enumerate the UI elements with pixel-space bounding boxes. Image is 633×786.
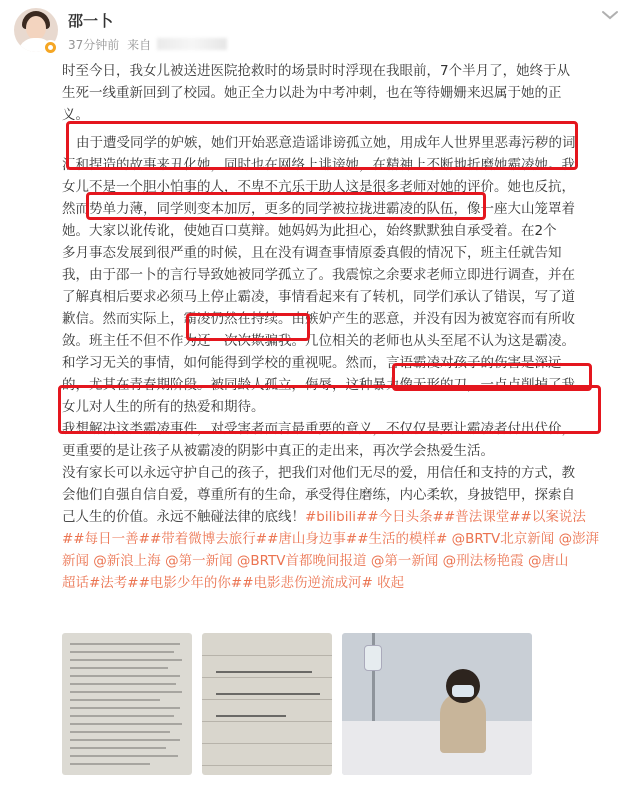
post-line: 汇和捏造的故事来丑化她，同时也在网络上诽谤她，在精神上不断地折磨她霸凌她。我: [62, 157, 575, 173]
avatar-face: [26, 16, 46, 40]
post-line: 她。大家以讹传讹，使她百口莫辩。她妈妈为此担心，始终默默独自承受着。在2个: [62, 223, 557, 239]
doc-text-line: [70, 643, 180, 645]
mention-link[interactable]: @新浪上海: [93, 553, 161, 569]
post-line-text: 己人生的价值。永远不触碰法律的底线！: [62, 509, 305, 525]
collapse-link[interactable]: 收起: [377, 575, 405, 591]
tags-line: [62, 550, 610, 572]
post-line: 多月事态发展到很严重的时候，且在没有调查事情原委真假的情况下，班主任就告知: [62, 245, 562, 261]
doc-text-line: [70, 723, 182, 725]
post-line: 女儿不是一个胆小怕事的人，不卑不亢乐于助人这是很多老师对她的评价。她也反抗，: [62, 179, 575, 195]
topic-link[interactable]: #以案说法: [520, 509, 586, 525]
topic-link[interactable]: #电影悲伤逆流成河#: [242, 575, 373, 591]
post-header: [0, 0, 633, 58]
post-time: 37分钟前: [68, 38, 120, 52]
ruled-line: [202, 677, 332, 678]
mention-link[interactable]: @第一新闻: [370, 553, 439, 569]
topic-link[interactable]: #bilibili#: [305, 509, 368, 525]
doc-text-line: [70, 739, 180, 741]
doc-text-line: [70, 747, 166, 749]
mention-link[interactable]: @BRTV首都晚间报道: [236, 553, 367, 569]
post-line: 我想解决这类霸凌事件，对受害者而言最重要的意义，不仅仅是要让霸凌者付出代价，: [62, 421, 575, 437]
ruled-line: [202, 655, 332, 656]
image-gallery: [62, 633, 610, 775]
doc-text-line: [70, 667, 168, 669]
doc-text-line: [70, 659, 182, 661]
post-line: 时至今日，我女儿被送进医院抢救时的场景时时浮现在我眼前，7个半月了，她终于从: [62, 63, 571, 79]
post-line: 女儿对人生的所有的热爱和期待。: [62, 399, 265, 415]
mention-link[interactable]: @唐山: [527, 553, 569, 569]
post-line: 更重要的是让孩子从被霸凌的阴影中真正的走出来，再次学会热爱生活。: [62, 443, 494, 459]
post-line-text: 由于遭受同学的妒嫉，她们开始恶意造谣诽谤孤立她，用成年人世界里恶毒污秽的词: [76, 135, 576, 151]
topic-link[interactable]: #法考#: [89, 575, 139, 591]
mention-link[interactable]: 新闻: [62, 553, 89, 569]
mention-link[interactable]: @BRTV北京新闻: [451, 531, 555, 547]
mention-link[interactable]: @澎湃: [558, 531, 600, 547]
doc-text-line: [70, 651, 174, 653]
chevron-down-icon[interactable]: [600, 8, 620, 22]
tags-line: [62, 528, 610, 550]
topic-link[interactable]: #生活的模样#: [357, 531, 448, 547]
handwriting-stroke: [216, 693, 320, 695]
post-body: [62, 60, 610, 594]
doc-text-line: [70, 755, 178, 757]
username[interactable]: 邵一卜: [68, 12, 114, 30]
handwriting-stroke: [216, 671, 312, 673]
source-prefix: 来自: [127, 38, 152, 52]
topic-link[interactable]: #今日头条#: [367, 509, 444, 525]
ruled-line: [202, 765, 332, 766]
hospital-photo[interactable]: [342, 633, 532, 775]
face-mask: [452, 685, 474, 697]
vip-badge-icon: [43, 40, 58, 55]
topic-link[interactable]: 超话: [62, 575, 89, 591]
document-photo-1[interactable]: [62, 633, 192, 775]
doc-text-line: [70, 731, 170, 733]
topic-link[interactable]: #带着微博去旅行#: [149, 531, 268, 547]
tags-line: [62, 572, 610, 594]
post-line: 歉信。然而实际上，霸凌仍然在持续。由嫉妒产生的恶意，并没有因为被宽容而有所收: [62, 311, 575, 327]
hospital-bed: [342, 721, 532, 775]
ruled-line: [202, 721, 332, 722]
post-meta: [68, 36, 227, 53]
post-line: 敛。班主任不但不作为还一次次欺骗我。几位相关的老师也从头至尾不认为这是霸凌。: [62, 333, 575, 349]
post-line: 我，由于邵一卜的言行导致她被同学孤立了。我震惊之余要求老师立即进行调查，并在: [62, 267, 575, 283]
doc-text-line: [70, 691, 182, 693]
iv-bag: [364, 645, 382, 671]
doc-text-line: [70, 763, 150, 765]
mention-link[interactable]: @刑法杨艳霞: [442, 553, 524, 569]
post-line: 和学习无关的事情，如何能得到学校的重视呢。然而，言语霸凌对孩子的伤害是深远: [62, 355, 562, 371]
post-line: 生死一线重新回到了校园。她正全力以赴为中考冲刺，也在等待姗姗来迟属于她的正: [62, 85, 562, 101]
post-line: 没有家长可以永远守护自己的孩子，把我们对他们无尽的爱，用信任和支持的方式，教: [62, 465, 575, 481]
handwritten-letter-photo[interactable]: [202, 633, 332, 775]
doc-text-line: [70, 715, 174, 717]
ruled-line: [202, 743, 332, 744]
topic-link[interactable]: #普法课堂#: [443, 509, 521, 525]
topic-link[interactable]: ##每日一善#: [62, 531, 150, 547]
doc-text-line: [70, 675, 180, 677]
blurred-source: [157, 38, 227, 50]
post-line: 然而势单力薄，同学则变本加厉，更多的同学被拉拢进霸凌的队伍，像一座大山笼罩着: [62, 201, 575, 217]
mention-link[interactable]: @第一新闻: [165, 553, 233, 569]
topic-link[interactable]: #唐山身边事#: [267, 531, 358, 547]
doc-text-line: [70, 683, 176, 685]
post-line: 会他们自强自信自爱，尊重所有的生命，承受得住磨练，内心柔软，身披铠甲，探索自: [62, 487, 575, 503]
post-line: 了解真相后要求必须马上停止霸凌，事情看起来有了转机，同学们承认了错误，写了道: [62, 289, 575, 305]
doc-text-line: [70, 699, 160, 701]
post-line: [62, 132, 610, 154]
doc-text-line: [70, 707, 180, 709]
post-line: [62, 506, 610, 528]
ruled-line: [202, 699, 332, 700]
handwriting-stroke: [216, 715, 286, 717]
post-line: 的，尤其在青春期阶段。被同龄人孤立，侮辱，这种暴力像无形的刀，一点点削掉了我: [62, 377, 575, 393]
topic-link[interactable]: #电影少年的你#: [138, 575, 243, 591]
post-line: 义。: [62, 107, 89, 123]
